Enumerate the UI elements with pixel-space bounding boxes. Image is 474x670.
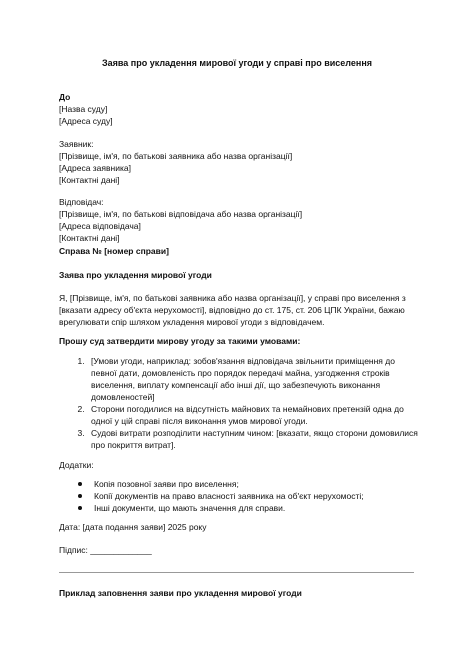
court-address: [Адреса суду] [59,116,113,126]
applicant-block [59,138,418,186]
applicant-contacts: [Контактні дані] [59,175,120,185]
respondent-name: [Прізвище, ім'я, по батькові відповідача або назва організації] [59,209,303,219]
attachment-item: Копія позовної заяви про виселення; [87,478,418,490]
respondent-block [59,196,418,244]
term-item: 2. Сторони погодилися на відсутність майнових та немайнових претензій одна до одної у цій справі після виконання умов мирової угоди. [87,403,418,427]
case-number: Справа № [номер справи] [59,246,169,256]
example-heading: Приклад заповнення заяви про укладення мирової угоди [59,588,302,598]
respondent-contacts: [Контактні дані] [59,233,120,243]
signature-line: Підпис: _____________ [59,545,152,555]
term-item: 1. [Умови угоди, наприклад: зобов'язання відповідача звільнити приміщення до певної дати, домовленість про порядок передачі майна, узгодження строків виселення, виплату компенсації або інші дії, що забезпечують виконання домовленостей] [87,355,418,403]
attachment-item: Інші документи, що мають значення для справи. [87,502,418,514]
statement-heading: Заява про укладення мирової угоди [59,270,212,280]
body-paragraph-text: Я, [Прізвище, ім'я, по батькові заявника або назва організації], у справі про виселення з [вказати адресу об'єкта нерухомості], відповідно до ст. 175, ст. 206 ЦПК України, бажаю врегулювати спір шляхом укладення мирової угоди з відповідачем. [59,293,406,327]
attachments-label: Додатки: [59,460,94,470]
terms-list [59,355,418,451]
document-title: Заява про укладення мирової угоди у справі про виселення [101,58,373,68]
to-label: До [59,92,71,102]
court-block [59,91,418,127]
court-name: [Назва суду] [59,104,108,114]
term-item: 3. Судові витрати розподілити наступним чином: [вказати, якщо сторони домовилися про покриття витрат]. [87,427,418,451]
attachment-item: Копії документів на право власності заявника на об'єкт нерухомості; [87,490,418,502]
respondent-address: [Адреса відповідача] [59,221,141,231]
respondent-label: Відповідач: [59,197,104,207]
date-line: Дата: [дата подання заяви] 2025 року [59,522,207,532]
applicant-address: [Адреса заявника] [59,163,131,173]
attachments-list [59,478,418,514]
section-divider [59,572,414,573]
body-paragraph [59,292,418,328]
request-heading: Прошу суд затвердити мирову угоду за такими умовами: [59,336,301,346]
applicant-label: Заявник: [59,139,94,149]
applicant-name: [Прізвище, ім'я, по батькові заявника або назва організації] [59,151,293,161]
